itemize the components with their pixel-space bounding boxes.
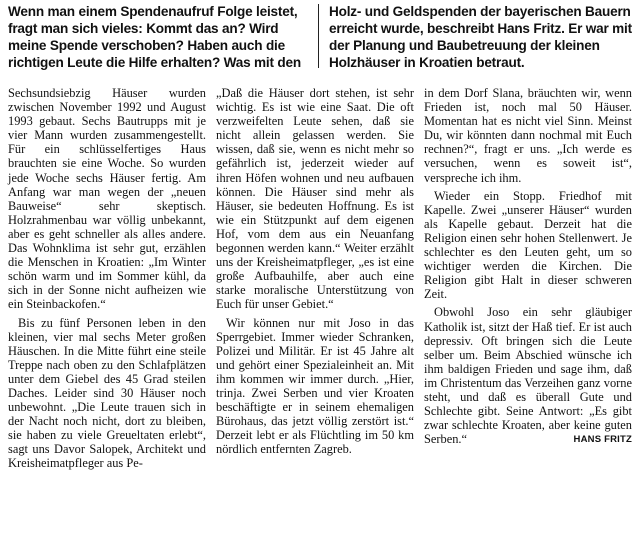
- article-column-3: [424, 86, 632, 447]
- paragraph: Bis zu fünf Personen leben in den kleinen, vier mal sechs Meter großen Häuschen. In die Mitte führt eine steile Treppe nach oben zu den Schlafplätzen unter dem Giebel des 45 Grad steilen Daches. Leider sind 30 Häuser noch unbewohnt. „Die Leute trauen sich in der Nacht noch nicht, dort zu bleiben, sie haben zu viele Greueltaten erlebt“, sagt uns Davor Salopek, Architekt und Kreisheimatpfleger aus Pe-: [8, 315, 206, 471]
- article-column-1: [8, 86, 206, 471]
- paragraph: Sechsundsiebzig Häuser wurden zwischen November 1992 und August 1993 gebaut. Sechs Bautrupps mit je vier Mann wurden zusammengestellt. Für ein schlüsselfertiges Haus brauchten sie eine Woche. So wurden jede Woche sechs Häuser fertig. Am Anfang war man wegen der „neuen Bauweise“ sehr skeptisch. Holzrahmenbau war völlig unbekannt, aber es geht schneller als alles andere. Das Wohnklima ist sehr gut, erzählen die Menschen in Kroatien: „Im Winter schön warm und im Sommer kühl, da sich in der Sonne nicht aufheizen wie ein Steinbackofen.“: [8, 86, 206, 312]
- column-divider: [318, 4, 319, 68]
- paragraph: „Daß die Häuser dort stehen, ist sehr wichtig. Es ist wie eine Saat. Die oft verzweifelten Leute sehen, daß sie nicht allein gelassen werden. Sie wissen, daß sie, wenn es nicht mehr so gefährlich ist, jederzeit wieder auf ihren Höfen wohnen und neu aufbauen können. Die Häuser sind mehr als Häuser, sie bedeuten Hoffnung. Es ist wie ein Stützpunkt auf dem eigenen Hof, vom dem aus ein Neuanfang begonnen werden kann.“ Weiter erzählt uns der Kreisheimatpfleger, „es ist eine große Aufbauhilfe, aber auch eine starke moralische Unterstützung von Euch für unser Gebiet.“: [216, 86, 414, 312]
- paragraph: Wieder ein Stopp. Friedhof mit Kapelle. Zwei „unserer Häuser“ wurden als Kapelle gebaut. Derzeit hat die Religion einen sehr hohen Stellenwert. Je schlechter es den Leuten geht, um so wichtiger werden die Kirchen. Die Religion gibt Halt in dieser schweren Zeit.: [424, 188, 632, 302]
- author-byline: HANS FRITZ: [573, 434, 632, 446]
- paragraph-text: Obwohl Joso ein sehr gläubiger Katholik ist, sitzt der Haß tief. Er ist auch depressiv. Oft bringen sich die Leute selber um. Beim Abschied wünsche ich ihm baldigen Frieden und sage ihm, daß im Christentum das Verzeihen ganz vorne steht, und daß es überall Gute und Schlechte gibt. Seine Antwort: „Es gibt zwar schlechte Kroaten, aber keine guten Serben.“: [424, 305, 632, 447]
- paragraph: in dem Dorf Slana, bräuchten wir, wenn Frieden ist, noch mal 50 Häuser. Momentan hat es nicht viel Sinn. Meinst Du, wir könnten dann nochmal mit Euch rechnen?“, fragt er uns. „Ich werde es versuchen, wenn es soweit ist“, verspreche ich ihm.: [424, 86, 632, 185]
- paragraph: [424, 305, 632, 446]
- intro-left: Wenn man einem Spendenaufruf Folge leistet, fragt man sich vieles: Kommt das an? Wird meine Spende verschoben? Haben auch die richtigen Leute die Hilfe erhalten? Was mit den: [8, 4, 301, 70]
- article-column-2: [216, 86, 414, 456]
- paragraph: Wir können nur mit Joso in das Sperrgebiet. Immer wieder Schranken, Polizei und Militär. Er ist 45 Jahre alt und gehört einer Spezialeinheit an. Mit ihm kommen wir immer durch. „Hier, trinja. Zwei Serben und vier Kroaten beschäftigte er in seinem ehemaligen Bürohaus, das jetzt völlig zerstört ist.“ Derzeit lebt er als Flüchtling im 50 km nördlich entfernten Zagreb.: [216, 315, 414, 457]
- intro-right: Holz- und Geldspenden der bayerischen Bauern erreicht wurde, beschreibt Hans Fritz. Er war mit der Planung und Baubetreuung der kleinen Holzhäuser in Kroatien betraut.: [329, 4, 632, 70]
